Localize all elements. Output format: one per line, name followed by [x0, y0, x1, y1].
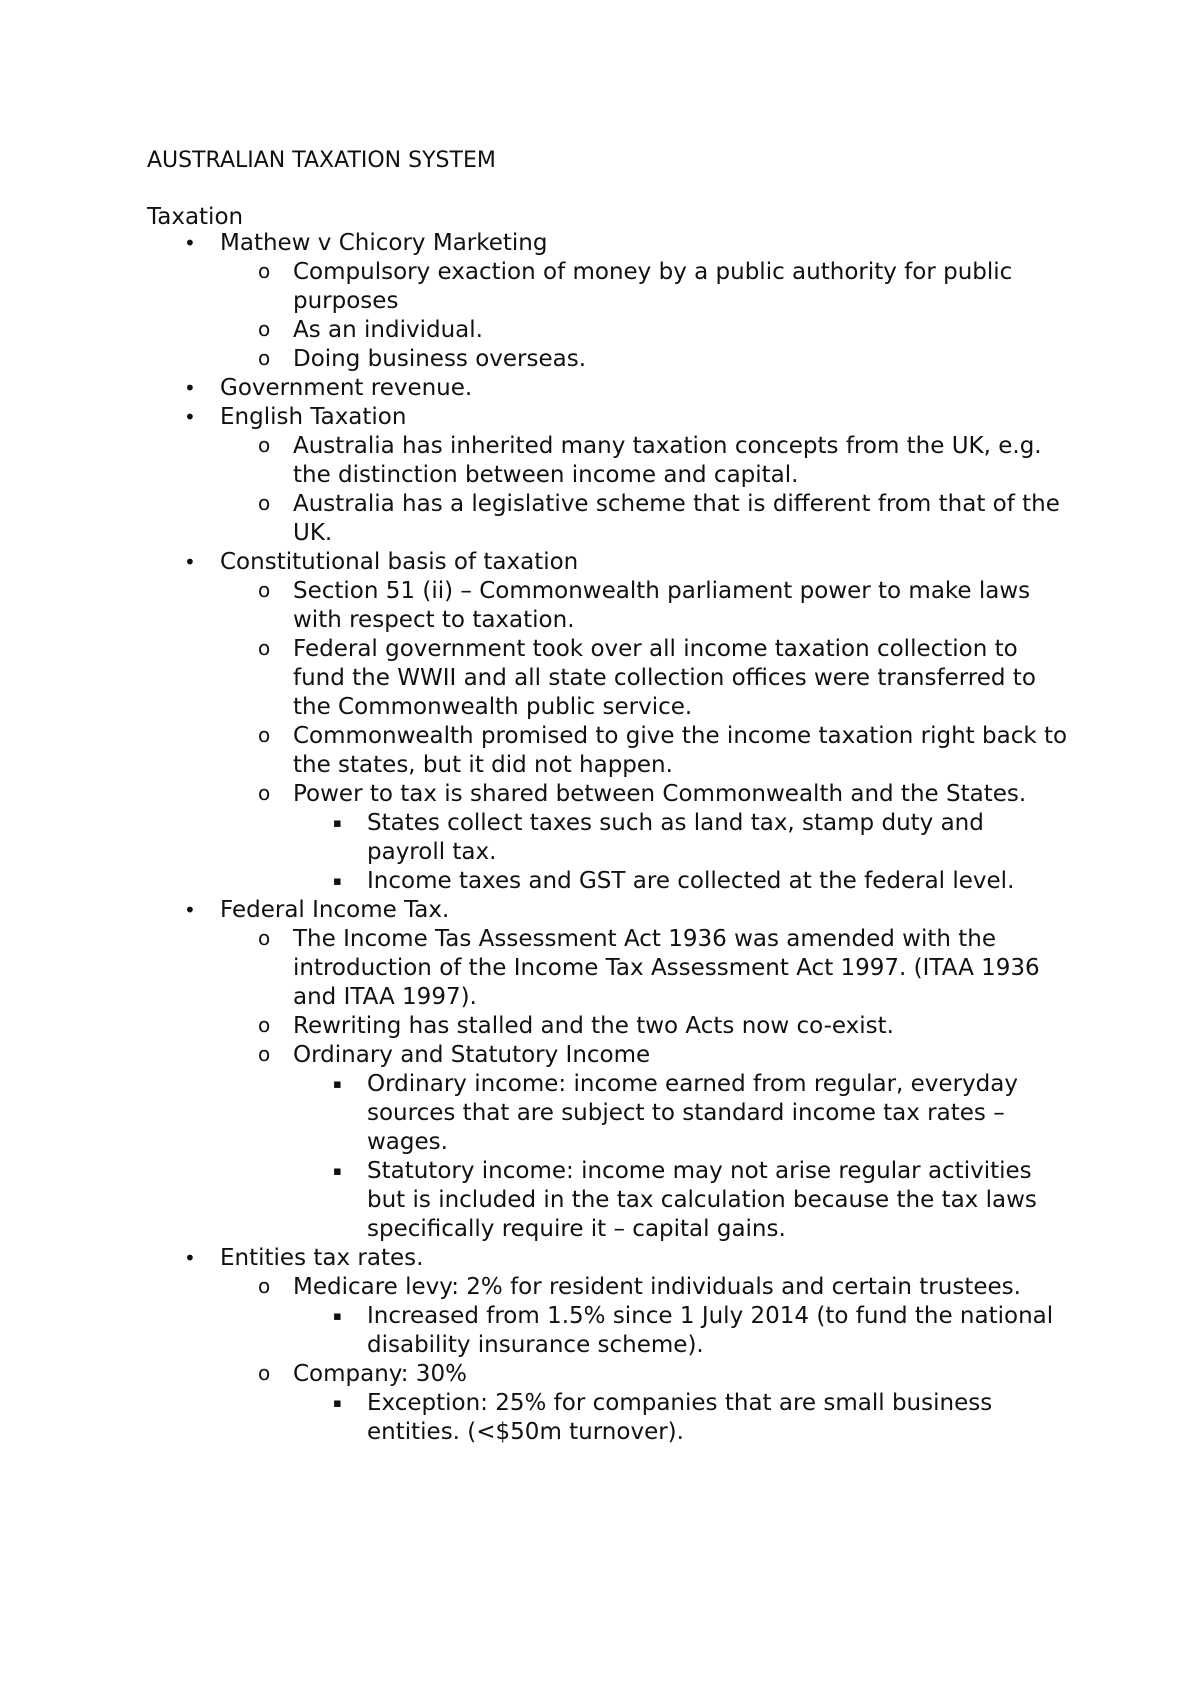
outline-item-level-1 — [0, 403, 1060, 432]
bullet-marker-icon: o — [258, 1274, 271, 1298]
outline-item-text: Power to tax is shared between Commonwealth and the States. — [293, 781, 1027, 807]
bullet-marker-icon: • — [184, 1246, 196, 1270]
outline-item-text: Federal government took over all income taxation collection to fund the WWII and all state collection offices were transferred to the Commonwealth public service. — [293, 636, 1036, 720]
bullet-marker-icon: o — [258, 781, 271, 805]
outline-item-text: Australia has inherited many taxation concepts from the UK, e.g. the distinction between income and capital. — [293, 433, 1042, 488]
outline-item-level-2 — [0, 722, 1068, 780]
bullet-marker-icon: o — [258, 1042, 271, 1066]
bullet-marker-icon: • — [184, 231, 196, 255]
bullet-marker-icon: o — [258, 636, 271, 660]
outline-item-text: Ordinary income: income earned from regular, everyday sources that are subject to standard income tax rates – wages. — [367, 1071, 1018, 1155]
bullet-marker-icon: ▪ — [333, 1077, 342, 1092]
outline-item-level-2 — [0, 432, 1068, 490]
outline-item-text: Government revenue. — [220, 375, 473, 401]
bullet-marker-icon: ▪ — [333, 1309, 342, 1324]
bullet-marker-icon: o — [258, 1013, 271, 1037]
outline-item-level-1 — [0, 896, 1060, 925]
outline-item-level-1 — [0, 548, 1060, 577]
outline-item-text: Entities tax rates. — [220, 1245, 424, 1271]
outline-item-text: Mathew v Chicory Marketing — [220, 230, 548, 256]
outline-item-level-3 — [0, 809, 1067, 867]
outline-item-level-2 — [0, 635, 1068, 722]
bullet-marker-icon: • — [184, 898, 196, 922]
outline-item-level-2 — [0, 1012, 1068, 1041]
outline-item-text: Australia has a legislative scheme that is different from that of the UK. — [293, 491, 1060, 546]
outline-item-level-2 — [0, 1041, 1068, 1070]
outline-item-level-2 — [0, 258, 1068, 316]
outline-item-level-2 — [0, 345, 1068, 374]
bullet-marker-icon: o — [258, 723, 271, 747]
bullet-marker-icon: o — [258, 1361, 271, 1385]
outline-item-text: Rewriting has stalled and the two Acts now co-exist. — [293, 1013, 894, 1039]
bullet-outline — [0, 229, 1200, 1447]
outline-item-text: Increased from 1.5% since 1 July 2014 (to fund the national disability insurance scheme). — [367, 1303, 1054, 1358]
bullet-marker-icon: • — [184, 376, 196, 400]
outline-item-text: Section 51 (ii) – Commonwealth parliament power to make laws with respect to taxation. — [293, 578, 1031, 633]
outline-item-level-2 — [0, 780, 1068, 809]
bullet-marker-icon: ▪ — [333, 816, 342, 831]
outline-item-level-2 — [0, 577, 1068, 635]
section-heading: Taxation — [147, 204, 244, 230]
outline-item-text: Medicare levy: 2% for resident individuals and certain trustees. — [293, 1274, 1021, 1300]
outline-item-text: Constitutional basis of taxation — [220, 549, 579, 575]
bullet-marker-icon: o — [258, 433, 271, 457]
bullet-marker-icon: ▪ — [333, 1396, 342, 1411]
bullet-marker-icon: ▪ — [333, 1164, 342, 1179]
outline-item-level-3 — [0, 1389, 1067, 1447]
document-title: AUSTRALIAN TAXATION SYSTEM — [147, 148, 496, 173]
bullet-marker-icon: o — [258, 491, 271, 515]
outline-item-text: Company: 30% — [293, 1361, 467, 1387]
bullet-marker-icon: • — [184, 550, 196, 574]
outline-item-level-2 — [0, 490, 1068, 548]
outline-item-text: Doing business overseas. — [293, 346, 587, 372]
bullet-marker-icon: o — [258, 578, 271, 602]
outline-item-text: Commonwealth promised to give the income taxation right back to the states, but it did not happen. — [293, 723, 1068, 778]
bullet-marker-icon: ▪ — [333, 874, 342, 889]
outline-item-level-1 — [0, 1244, 1060, 1273]
outline-item-text: Statutory income: income may not arise regular activities but is included in the tax calculation because the tax laws specifically require it – capital gains. — [367, 1158, 1037, 1242]
outline-item-text: English Taxation — [220, 404, 407, 430]
outline-item-level-2 — [0, 316, 1068, 345]
outline-item-level-3 — [0, 1302, 1067, 1360]
outline-item-level-1 — [0, 229, 1060, 258]
outline-item-level-2 — [0, 1360, 1068, 1389]
bullet-marker-icon: o — [258, 926, 271, 950]
outline-item-text: Ordinary and Statutory Income — [293, 1042, 651, 1068]
outline-item-level-1 — [0, 374, 1060, 403]
outline-item-text: Exception: 25% for companies that are small business entities. (<$50m turnover). — [367, 1390, 993, 1445]
outline-item-level-3 — [0, 1157, 1067, 1244]
outline-item-text: States collect taxes such as land tax, stamp duty and payroll tax. — [367, 810, 984, 865]
outline-item-level-3 — [0, 867, 1067, 896]
bullet-marker-icon: o — [258, 317, 271, 341]
outline-item-text: As an individual. — [293, 317, 483, 343]
outline-item-level-2 — [0, 925, 1068, 1012]
outline-item-level-2 — [0, 1273, 1068, 1302]
outline-item-text: Income taxes and GST are collected at the federal level. — [367, 868, 1015, 894]
outline-item-text: Compulsory exaction of money by a public authority for public purposes — [293, 259, 1013, 314]
bullet-marker-icon: • — [184, 405, 196, 429]
bullet-marker-icon: o — [258, 346, 271, 370]
outline-item-level-3 — [0, 1070, 1067, 1157]
outline-item-text: Federal Income Tax. — [220, 897, 450, 923]
outline-item-text: The Income Tas Assessment Act 1936 was amended with the introduction of the Income Tax Assessment Act 1997. (ITAA 1936 and ITAA 1997). — [293, 926, 1040, 1010]
bullet-marker-icon: o — [258, 259, 271, 283]
